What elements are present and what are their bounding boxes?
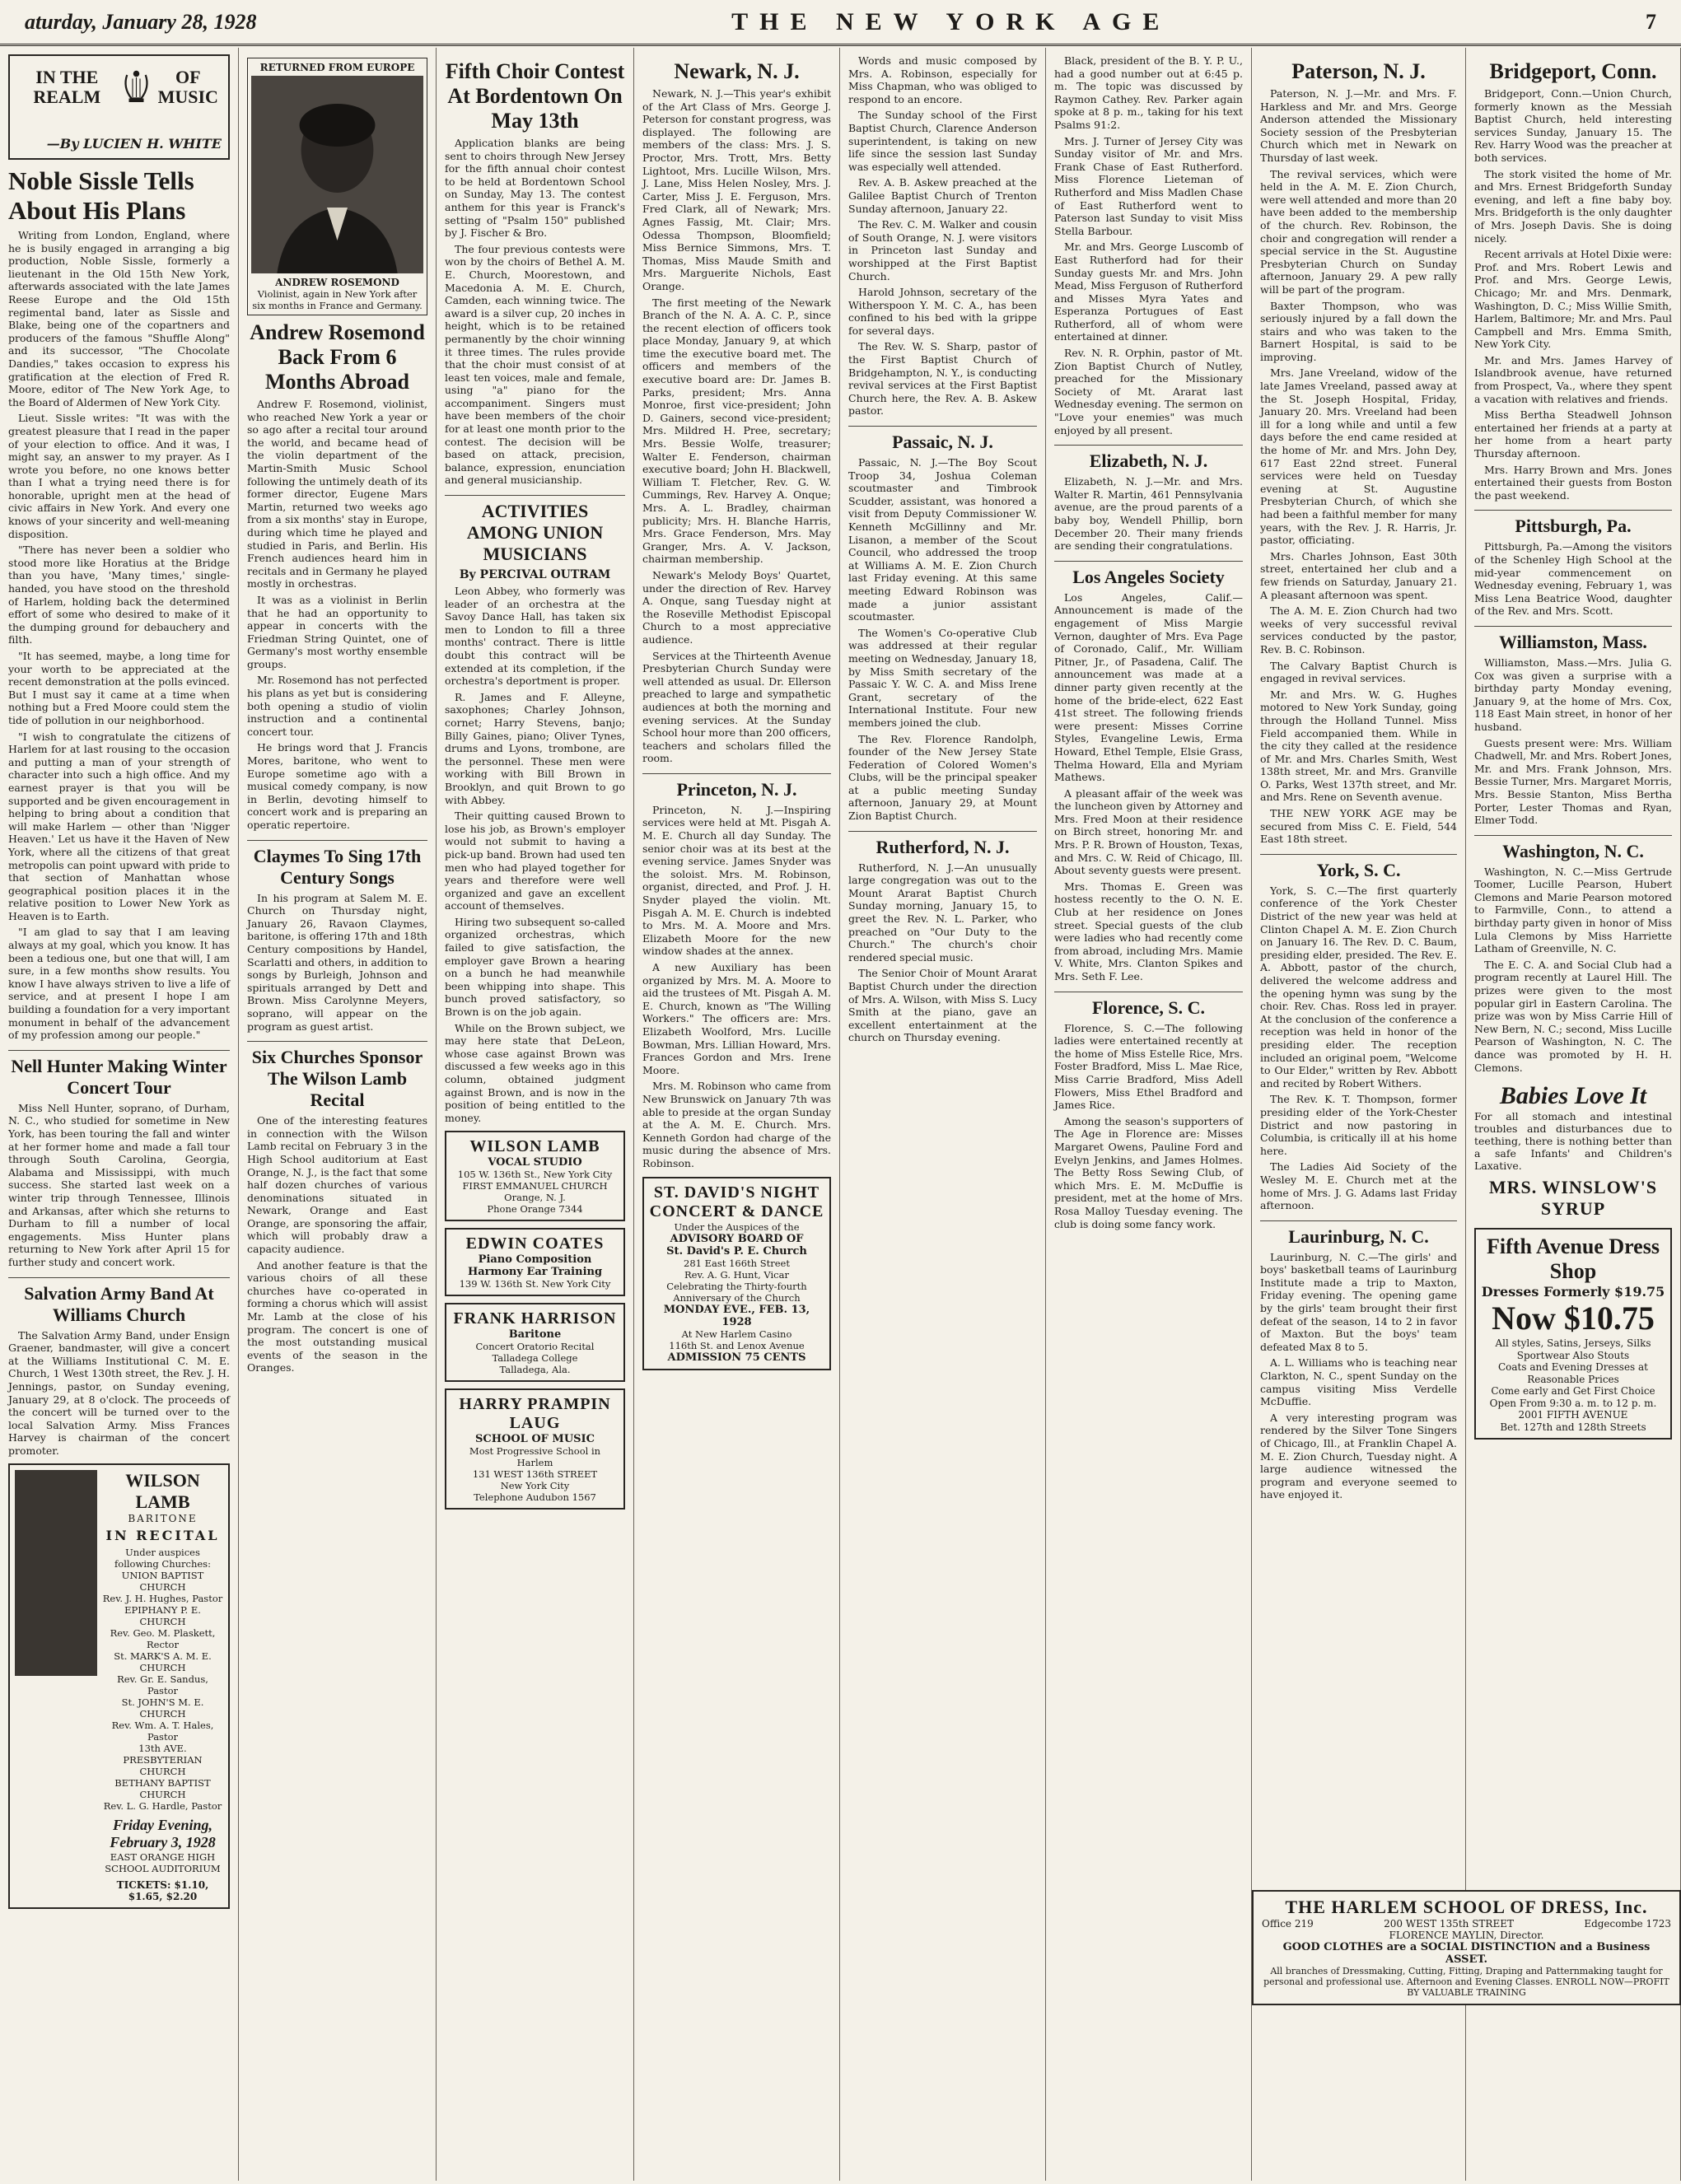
sissle-headline: Noble Sissle Tells About His Plans bbox=[8, 166, 194, 225]
article-paragraph: While on the Brown subject, we may here state that DeLeon, whose case against Brown was discussed a few weeks ago in this column, obtained judgment against Brown, and is now in the position of being entitled to the money. bbox=[445, 1021, 625, 1124]
prampin-ad bbox=[445, 1388, 625, 1510]
article-paragraph: Rutherford, N. J.—An unusually large congregation was out to the Mount Ararat Baptist Church Sunday morning, January 15, to greet the Rev. N. L. Parker, who preached on "Our Duty to the Church." The church's choir rendered special music. bbox=[848, 861, 1037, 964]
article-paragraph: The Senior Choir of Mount Ararat Baptist Church under the direction of Mrs. A. Wilson, with Miss S. Lucy Smith at the piano, gave an excellent entertainment at the church on Thursday evening. bbox=[848, 967, 1037, 1044]
ad-line: ADVISORY BOARD OF bbox=[670, 1232, 804, 1245]
pittsburgh-headline: Pittsburgh, Pa. bbox=[1474, 510, 1672, 537]
column-8 bbox=[1466, 48, 1681, 2181]
ad-line: Coats and Evening Dresses at Reasonable Prices bbox=[1498, 1361, 1648, 1385]
article-paragraph: Lieut. Sissle writes: "It was with the greatest pleasure that I read in the paper of your election to office. And it was, I might say, an answer to my prayer. As I wrote you before, no one knows better than I what a trying need there is for honorable, upright men at the head of civic affairs in New York. And every one knows of your sincerity and well-meaning disposition. bbox=[8, 412, 230, 540]
ad-title: EDWIN COATES bbox=[465, 1234, 605, 1253]
ad-role: BARITONE bbox=[128, 1513, 198, 1525]
ad-line: St. MARK'S A. M. E. CHURCH bbox=[114, 1650, 212, 1674]
bridgeport-headline: Bridgeport, Conn. bbox=[1489, 59, 1657, 83]
wilson-studio-ad bbox=[445, 1131, 625, 1221]
salvation-headline: Salvation Army Band At Williams Church bbox=[8, 1277, 230, 1326]
passaic-headline: Passaic, N. J. bbox=[848, 426, 1037, 453]
article-paragraph: Williamston, Mass.—Mrs. Julia G. Cox was given a surprise with a birthday party Monday evening, January 9, at the home of Mrs. Cox, 118 East Main street, in honor of her husband. bbox=[1474, 656, 1672, 733]
article-paragraph: The Sunday school of the First Baptist Church, Clarence Anderson superintendent, is taking on new life since the session last Sunday was especially well attended. bbox=[848, 109, 1037, 173]
article-paragraph: He brings word that J. Francis Mores, baritone, who went to Europe sometime ago with a musical comedy company, is now in Berlin, devoting himself to concert work and is preparing an operatic repertoire. bbox=[247, 741, 427, 831]
ad-line: 116th St. and Lenox Avenue bbox=[669, 1339, 805, 1351]
article-paragraph: The Rev. C. M. Walker and cousin of South Orange, N. J. were visitors in Princeton last Sunday and worshipped at the First Baptist Church. bbox=[848, 218, 1037, 282]
ad-address: 200 WEST 135th STREET bbox=[1384, 1918, 1514, 1930]
ad-line: Talladega College bbox=[492, 1352, 578, 1365]
article-paragraph: Guests present were: Mrs. William Chadwell, Mr. and Mrs. Robert Jones, Mr. and Mrs. Frank Johnson, Mrs. Bessie Turner, Mrs. Margaret Morris, Mrs. Bessie Stanton, Miss Bertha Porter, Lester Thomas and Ryan, Elmer Todd. bbox=[1474, 736, 1672, 827]
ad-line: BETHANY BAPTIST CHURCH bbox=[114, 1777, 211, 1801]
article-paragraph: A new Auxiliary has been organized by Mrs. M. A. Moore to aid the trustees of Mt. Pisgah A. M. E. Church, known as "The Willing Workers." The officers are: Mrs. Elizabeth Woolford, Mrs. Lucille Bowman, Mrs. Lillian Howard, Mrs. Frances Gordon and Mrs. Irene Moore. bbox=[642, 961, 831, 1076]
article-paragraph: Paterson, N. J.—Mr. and Mrs. F. Harkless and Mr. and Mrs. George Anderson attended the Missionary Society session of the Presbyterian Church which met in Newark on Thursday of last week. bbox=[1260, 87, 1457, 164]
ad-title: Fifth Avenue Dress Shop bbox=[1487, 1234, 1660, 1284]
article-paragraph: Words and music composed by Mrs. A. Robinson, especially for Miss Chapman, who was obliged to respond to an encore. bbox=[848, 54, 1037, 105]
article-paragraph: Their quitting caused Brown to lose his job, as Brown's employer would not submit to having a pick-up band. Brown had used ten men who had played together for years and therefore were well organized and gave an excellent account of themselves. bbox=[445, 810, 625, 912]
ad-line: At New Harlem Casino bbox=[681, 1328, 792, 1340]
ad-line: UNION BAPTIST CHURCH bbox=[121, 1570, 204, 1594]
article-paragraph: Writing from London, England, where he is busily engaged in arranging a big production, Noble Sissle, formerly a lieutenant in the Old 15th New York, afterwards associated with the late James Reese Europe and the Old 15th regimental band, later as Sissle and Blake, being one of the copartners and producers of the famous "Shuffle Along" and its successor, "The Chocolate Dandies," takes occasion to express his gratification at the election of Fred R. Moore, editor of The New York Age, to the Board of Aldermen of New York City. bbox=[8, 229, 230, 408]
article-paragraph: Newark's Melody Boys' Quartet, under the direction of Rev. Harvey A. Onque, sang Tuesday night at the Roseville Methodist Episcopal Church to a most appreciative audience. bbox=[642, 568, 831, 646]
ad-date: Friday Evening, February 3, 1928 bbox=[110, 1817, 216, 1851]
york-headline: York, S. C. bbox=[1260, 854, 1457, 881]
article-paragraph: Mrs. Charles Johnson, East 30th street, entertained her club and a few friends on Saturday, January 21. A pleasant afternoon was spent. bbox=[1260, 549, 1457, 601]
article-paragraph: A pleasant affair of the week was the luncheon given by Attorney and Mrs. Fred Moon at their residence on Birch street, honoring Mr. and Mrs. P. R. Brown of Houston, Texas, and Mrs. C. W. Reid of Chicago, Ill. About seventy guests were present. bbox=[1054, 786, 1243, 877]
masthead bbox=[0, 0, 1681, 46]
ad-line: Open From 9:30 a. m. to 12 p. m. bbox=[1489, 1397, 1657, 1409]
article-paragraph: Mr. and Mrs. W. G. Hughes motored to New York Sunday, going through the Holland Tunnel. Miss Field accompanied them. While in the city they called at the residence of Mr. and Mrs. Charles Smith, West 138th street, Mr. and Mrs. Granville O. Parks, West 137th street, and Mr. and Mrs. Rene on Seventh avenue. bbox=[1260, 688, 1457, 804]
los-angeles-headline: Los Angeles Society bbox=[1054, 561, 1243, 588]
article-paragraph: Leon Abbey, who formerly was leader of an orchestra at the Savoy Dance Hall, has taken six men to London to fill a three months' contract. There is little doubt this contract will be extended at its completion, if the orchestra's deportment is proper. bbox=[445, 585, 625, 688]
ad-line: Rev. A. G. Hunt, Vicar bbox=[684, 1268, 789, 1281]
ad-line: Telephone Audubon 1567 bbox=[474, 1491, 596, 1504]
photo-top-caption: RETURNED FROM EUROPE bbox=[259, 62, 415, 73]
article-paragraph: The stork visited the home of Mr. and Mrs. Ernest Bridgeforth Sunday evening, and left a fine baby boy. Mrs. Bridgeforth is the only daughter of Mrs. Joseph Davis. She is doing nicely. bbox=[1474, 167, 1672, 245]
ad-line: 281 East 166th Street bbox=[684, 1257, 790, 1269]
williamston-headline: Williamston, Mass. bbox=[1474, 626, 1672, 653]
ad-line: Orange, N. J. bbox=[504, 1192, 566, 1204]
dress-shop-ad bbox=[1474, 1228, 1672, 1440]
ad-line: 131 WEST 136th STREET bbox=[472, 1468, 598, 1481]
claymes-headline: Claymes To Sing 17th Century Songs bbox=[247, 840, 427, 889]
ad-line: Phone Orange 7344 bbox=[487, 1203, 583, 1216]
article-paragraph: The Salvation Army Band, under Ensign Graener, bandmaster, will give a concert at the Williams Institutional C. M. E. Church, 1 West 130th street, the Rev. J. H. Jennings, pastor, on Sunday evening, January 29, at 8 o'clock. The proceeds of the concert will be turned over to the local Salvation Army. Miss Frances Harvey is chairman of the concert promoter. bbox=[8, 1328, 230, 1457]
article-paragraph: Mr. Rosemond has not perfected his plans as yet but is considering both opening a studio of violin instruction and a continental concert tour. bbox=[247, 674, 427, 738]
article-paragraph: Black, president of the B. Y. P. U., had a good number out at 6:45 p. m. The topic was discussed by Raymon Cathey. Rev. Parker again spoke at 8 p. m., taking for his text Psalms 91:2. bbox=[1054, 54, 1243, 131]
article-paragraph: "I wish to congratulate the citizens of Harlem for at last rousing to the occasion and putting a man of your strength of character into such a high office. And my earnest prayer is that you will be supported and be given encouragement in helping to bring about a condition that will make Harlem — other than 'Nigger Heaven.' Let us have it the Haven of New York, where all the citizens of that great metropolis can point upward with pride to that section of Manhattan whose geographical position places it in the relative position to Lower New York as Heaven is to Earth. bbox=[8, 730, 230, 922]
rosemond-portrait bbox=[251, 76, 423, 273]
article-paragraph: The Rev. Florence Randolph, founder of the New Jersey State Federation of Colored Women's Clubs, will be the principal speaker at a public meeting Sunday afternoon, January 29, at Mount Zion Baptist Church. bbox=[848, 732, 1037, 823]
article-paragraph: Among the season's supporters of The Age in Florence are: Misses Margaret Owens, Pauline Ford and Evelyn Jenkins, and James Holmes. The Betty Ross Sewing Club, of which Mrs. E. M. McDuffie is president, met at the home of Mrs. Rosa Malloy Tuesday evening. The club is doing some fancy work. bbox=[1054, 1114, 1243, 1230]
article-paragraph: The four previous contests were won by the choirs of Bethel A. M. E. Church, Moorestown, and Macedonia A. M. E. Church, Camden, each winning twice. The award is a silver cup, 20 inches in height, which is to be retained permanently by the choir winning it three times. The rules provide that the choir must consist of at least ten voices, male and female, using "a" piano for the accompaniment. Singers must have been members of the choir for at least one month prior to the contest. The decision will be based on attack, precision, balance, expression, enunciation and general musicianship. bbox=[445, 242, 625, 487]
page-number: 7 bbox=[1645, 9, 1656, 34]
union-byline: By PERCIVAL OUTRAM bbox=[459, 568, 611, 582]
babies-love-it-ad bbox=[1474, 1082, 1672, 1220]
rutherford-headline: Rutherford, N. J. bbox=[848, 831, 1037, 858]
ad-now-price: Now $10.75 bbox=[1492, 1300, 1655, 1337]
article-paragraph: The Calvary Baptist Church is engaged in revival services. bbox=[1260, 659, 1457, 685]
rosemond-headline: Andrew Rosemond Back From 6 Months Abroad bbox=[250, 320, 425, 394]
ad-venue: EAST ORANGE HIGH SCHOOL AUDITORIUM bbox=[105, 1851, 221, 1875]
ad-title: HARRY PRAMPIN LAUG bbox=[459, 1395, 611, 1433]
article-paragraph: Passaic, N. J.—The Boy Scout Troop 34, Joshua Coleman scoutmaster and Timbrook Scudder, assistant, was honored a visit from Deputy Commissioner W. Kenneth McGillinny and Mr. Lisanon, a member of the Scout Council, who addressed the troop at Williams A. M. E. Zion Church last Friday evening. At this same meeting Edward Robinson was made a junior assistant scoutmaster. bbox=[848, 456, 1037, 623]
ad-office: Office 219 bbox=[1262, 1918, 1314, 1930]
ad-subtitle: Baritone bbox=[508, 1328, 562, 1342]
ad-line: Rev. Wm. A. T. Hales, Pastor bbox=[111, 1720, 214, 1743]
ad-line: FIRST EMMANUEL CHURCH bbox=[462, 1180, 608, 1192]
article-paragraph: The Rev. W. S. Sharp, pastor of the First Baptist Church of Bridgehampton, N. Y., is conducting revival services at the First Baptist Church here, the Rev. A. B. Askew pastor. bbox=[848, 340, 1037, 418]
ad-details: All branches of Dressmaking, Cutting, Fitting, Draping and Patternmaking taught for personal and professional use. Afternoon and Evening Classes. ENROLL NOW—PROFIT BY VALUABLE TRAINING bbox=[1263, 1966, 1669, 1998]
article-paragraph: The revival services, which were held in the A. M. E. Zion Church, were well attended and more than 20 have been added to the membership of the church. Rev. Robinson, the choir and congregation will render a special service in the St. Augustine Presbyterian Church on Sunday afternoon, January 29. A pew rally will be part of the program. bbox=[1260, 167, 1457, 296]
ad-title: FRANK HARRISON bbox=[453, 1309, 617, 1328]
ad-headline: Babies Love It bbox=[1499, 1082, 1647, 1110]
ad-line: EPIPHANY P. E. CHURCH bbox=[124, 1604, 201, 1628]
article-paragraph: A. L. Williams who is teaching near Clarkton, N. C., spent Sunday on the campus visiting Miss Verdelle McDuffie. bbox=[1260, 1356, 1457, 1408]
realm-of-music-header bbox=[8, 54, 230, 160]
ad-title: ST. DAVID'S NIGHT CONCERT & DANCE bbox=[649, 1183, 824, 1220]
ad-line: Rev. Geo. M. Plaskett, Rector bbox=[110, 1627, 216, 1651]
ad-line: 2001 FIFTH AVENUE bbox=[1518, 1409, 1628, 1421]
photo-caption: Violinist, again in New York after six months in France and Germany. bbox=[252, 288, 423, 311]
ad-line: All styles, Satins, Jerseys, Silks bbox=[1495, 1337, 1651, 1350]
realm-right-label: OF MUSIC bbox=[157, 67, 218, 107]
article-paragraph: Application blanks are being sent to choirs through New Jersey for the fifth annual choir contest to be held at Bordentown School on Sunday, May 13. The contest anthem for this year is Franck's setting of "Psalm 150" published by J. Fischer & Bro. bbox=[445, 137, 625, 240]
photo-name: ANDREW ROSEMOND bbox=[275, 277, 399, 288]
article-paragraph: The Rev. K. T. Thompson, former presiding elder of the York-Chester District and now pastoring in Columbia, is critically ill at his home here. bbox=[1260, 1093, 1457, 1157]
ad-subtitle: SCHOOL OF MUSIC bbox=[475, 1433, 595, 1446]
st-davids-ad bbox=[642, 1177, 831, 1370]
wilson-recital-headline: Six Churches Sponsor The Wilson Lamb Recital bbox=[247, 1041, 427, 1111]
column-2 bbox=[239, 48, 437, 2181]
coates-ad bbox=[445, 1228, 625, 1296]
article-paragraph: Recent arrivals at Hotel Dixie were: Prof. and Mrs. Robert Lewis and Prof. and Mrs. George Lewis, Chicago; Mr. and Mrs. Denmark, Washington, D. C.; Miss Willie Smith, Harlem, Baltimore; Mr. and Mrs. Paul Campbell and Mrs. Emma Smith, New York City. bbox=[1474, 248, 1672, 351]
article-paragraph: Newark, N. J.—This year's exhibit of the Art Class of Mrs. George J. Peterson for constant progress, was displayed. The following are members of the class: Mrs. J. S. Proctor, Mrs. Trott, Mrs. Betty Lightoot, Mrs. Lucille Wilson, Mrs. J. Lane, Miss Helen Nosley, Mrs. J. Carter, Miss J. E. Ferguson, Mrs. Fred Clark, all of Newark; Mrs. Agnes Fassig, Mt. Clair; Mrs. Odessa Thompson, Bloomfield; Miss Bernice Simmons, Mrs. T. Thomas, Miss Maude Smith and Mrs. Marguerite Nichols, East Orange. bbox=[642, 87, 831, 292]
column-byline: —By LUCIEN H. WHITE bbox=[46, 136, 222, 152]
ad-line: St. JOHN'S M. E. CHURCH bbox=[121, 1696, 204, 1720]
column-7 bbox=[1252, 48, 1466, 2181]
ad-line: 105 W. 136th St., New York City bbox=[457, 1169, 613, 1181]
article-paragraph: Mr. and Mrs. James Harvey of Islandbrook avenue, have returned from Prospect, Va., where they spent a vacation with relatives and friends. bbox=[1474, 353, 1672, 405]
ad-line: Rev. J. H. Hughes, Pastor bbox=[102, 1593, 223, 1605]
article-paragraph: A very interesting program was rendered by the Silver Tone Singers of Chicago, Ill., at Franklin Chapel A. M. E. Zion Church, Tuesday night. A large audience witnessed the program and everyone seemed to have enjoyed it. bbox=[1260, 1411, 1457, 1501]
article-paragraph: "I am glad to say that I am leaving always at my goal, which you know. It has been a tedious one, but one that will, I am sure, in a few months show results. You know I have always striven to live a life of service, and at present I hope I am building a foundation for a very important monument in behalf of the advancement of my profession among our people." bbox=[8, 926, 230, 1042]
article-paragraph: In his program at Salem M. E. Church on Thursday night, January 26, Ravaon Claymes, baritone, is offering 17th and 18th Century compositions by Handel, Scarlatti and others, in addition to songs by Burleigh, Johnson and spirituals arranged by Dett and Brown. Miss Carolynne Meyers, soprano, will appear on the program as guest artist. bbox=[247, 891, 427, 1033]
paper-title: THE NEW YORK AGE bbox=[731, 7, 1171, 35]
ad-recital: IN RECITAL bbox=[105, 1528, 220, 1544]
article-paragraph: "It has seemed, maybe, a long time for your worth to be appreciated at the recent demonstration at the polls evinced. But I must say it came at a time when nothing but a Fred Moore could stem the tide of pollution in our neighborhood. bbox=[8, 650, 230, 726]
ad-subtitle: Piano Composition Harmony Ear Training bbox=[467, 1253, 603, 1279]
article-paragraph: Mrs. Harry Brown and Mrs. Jones entertained their guests from Boston the past weekend. bbox=[1474, 463, 1672, 502]
paterson-headline: Paterson, N. J. bbox=[1291, 59, 1426, 83]
laurinburg-headline: Laurinburg, N. C. bbox=[1260, 1220, 1457, 1248]
florence-headline: Florence, S. C. bbox=[1054, 992, 1243, 1019]
choir-headline: Fifth Choir Contest At Bordentown On May 13th bbox=[445, 59, 625, 133]
article-paragraph: Rev. A. B. Askew preached at the Galilee Baptist Church of Trenton Sunday afternoon, January 22. bbox=[848, 176, 1037, 215]
article-paragraph: Elizabeth, N. J.—Mr. and Mrs. Walter R. Martin, 461 Pennsylvania avenue, are the proud parents of a baby boy, Wendell Phillip, born December 20. Their many friends are sending their congratulations. bbox=[1054, 475, 1243, 553]
article-paragraph: Rev. N. R. Orphin, pastor of Mt. Zion Baptist Church of Nutley, preached for the Missionary Society of Mt. Ararat last Wednesday evening. The sermon on "Love your enemies" was much enjoyed by all present. bbox=[1054, 347, 1243, 436]
ad-line: Under the Auspices of the bbox=[674, 1220, 800, 1233]
ad-tickets: TICKETS: $1.10, $1.65, $2.20 bbox=[116, 1879, 209, 1903]
ad-line: ADMISSION 75 CENTS bbox=[667, 1351, 806, 1364]
article-paragraph: Harold Johnson, secretary of the Witherspoon Y. M. C. A., has been confined to his bed with la grippe for several days. bbox=[848, 286, 1037, 337]
column-6 bbox=[1046, 48, 1252, 2181]
washington-headline: Washington, N. C. bbox=[1474, 835, 1672, 862]
column-3 bbox=[437, 48, 634, 2181]
princeton-headline: Princeton, N. J. bbox=[642, 773, 831, 800]
article-paragraph: The Ladies Aid Society of the Wesley M. E. Church met at the home of Mrs. J. G. Adams last Friday afternoon. bbox=[1260, 1160, 1457, 1212]
harrison-ad bbox=[445, 1303, 625, 1382]
union-headline: ACTIVITIES AMONG UNION MUSICIANS bbox=[445, 495, 625, 565]
article-paragraph: Mrs. M. Robinson who came from New Brunswick on January 7th was able to preside at the organ Sunday at the A. M. E. Church. Mrs. Kenneth Gordon had charge of the music during the absence of Mrs. Robinson. bbox=[642, 1080, 831, 1169]
article-paragraph: Hiring two subsequent so-called organized orchestras, which failed to give satisfaction, the employer gave Brown a hearing on a bunch he had meanwhile been whipping into shape. This bunch proved satisfactory, so Brown is on the job again. bbox=[445, 915, 625, 1019]
ad-line: Come early and Get First Choice bbox=[1491, 1385, 1655, 1398]
article-paragraph: Florence, S. C.—The following ladies were entertained recently at the home of Miss Estelle Rice, Mrs. Foster Bradford, Miss L. Mae Rice, Miss Carrie Bradford, Miss Adell Flowers, Miss Ethel Bradford and James Rice. bbox=[1054, 1021, 1243, 1112]
ad-formerly: Dresses Formerly $19.75 bbox=[1481, 1284, 1665, 1300]
hunter-headline: Nell Hunter Making Winter Concert Tour bbox=[8, 1050, 230, 1099]
article-paragraph: Mr. and Mrs. George Luscomb of East Rutherford had for their Sunday guests Mr. and Mrs. John Mead, Miss Ferguson of Rutherford and Misses Myra Yates and Esperanza Portugues of East Rutherford, all of whom were entertained at dinner. bbox=[1054, 240, 1243, 343]
article-paragraph: R. James and F. Alleyne, saxophones; Charley Johnson, cornet; Harry Stevens, banjo; Billy Gaines, piano; Oliver Tynes, drums and Lyons, trombone, are the personnel. These men were working with Bill Brown in Brooklyn, and quit Brown to go with Abbey. bbox=[445, 690, 625, 806]
article-paragraph: Los Angeles, Calif.—Announcement is made of the engagement of Miss Margie Vernon, daughter of Mrs. Eva Page of Coronado, Calif., Mr. William Pitner, Jr., of Pasadena, Calif. The announcement was made at a dinner party given recently at the home of the bride-elect, 622 East 41st street. The following friends were present: Misses Corrine Styles, Evangeline Lewis, Erma Howard, Ethel Temple, Elsie Grass, Thelma Howard, Ella and Myriam Mathews. bbox=[1054, 590, 1243, 784]
wilson-lamb-photo bbox=[15, 1470, 97, 1676]
ad-line: Under auspices following Churches: bbox=[114, 1547, 211, 1570]
lyre-icon bbox=[118, 63, 155, 112]
ad-subtitle: VOCAL STUDIO bbox=[488, 1156, 582, 1169]
ad-name: WILSON LAMB bbox=[125, 1470, 200, 1513]
article-paragraph: Princeton, N. J.—Inspiring services were held at Mt. Pisgah A. M. E. Church all day Sunday. The senior choir was at its best at the evening service. James Snyder was the soloist. Mrs. M. Robinson, organist, directed, and Prof. J. H. Snyder played the violin. Mt. Pisgah A. M. E. Church is indebted to Mrs. M. A. Moore and Mrs. Elizabeth Moore for the new window shades at the annex. bbox=[642, 803, 831, 958]
ad-line: 139 W. 136th St. New York City bbox=[459, 1278, 611, 1290]
article-paragraph: One of the interesting features in connection with the Wilson Lamb recital on February 3 in the High School auditorium at East Orange, N. J., is the fact that some half dozen churches of various denominations situated in Newark, Orange and East Orange, are sponsoring the affair, which will probably draw a capacity audience. bbox=[247, 1114, 427, 1256]
article-paragraph: Laurinburg, N. C.—The girls' and boys' basketball teams of Laurinburg Institute made a trip to Maxton, Friday evening. The opening game by the girls' team brought their first defeat of the season, 14 to 2 in favor of Maxton. But the boys' team defeated Max 8 to 5. bbox=[1260, 1250, 1457, 1353]
article-paragraph: Andrew F. Rosemond, violinist, who reached New York a year or so ago after a recital tour around the world, and became head of the violin department of the Martin-Smith Music School following the untimely death of its former director, Eugene Mars Martin, returned two weeks ago from a six months' stay in Europe, during which time he played and studied in Paris, and Berlin. His French audiences heard him in recitals and in Germany he played mostly in orchestras. bbox=[247, 398, 427, 590]
article-paragraph: And another feature is that the various choirs of all these churches have co-operated in forming a chorus which will assist Mr. Lamb at the close of his program. The concert is one of the most outstanding musical events of the season in the Oranges. bbox=[247, 1258, 427, 1374]
ad-line: 13th AVE. PRESBYTERIAN CHURCH bbox=[123, 1743, 203, 1778]
ad-line: New York City bbox=[500, 1480, 570, 1492]
article-paragraph: York, S. C.—The first quarterly conference of the York Chester District of the new year was held at Clinton Chapel A. M. E. Zion Church on January 16. The Rev. D. C. Baum, presiding elder, presided. The Rev. E. A. Abbott, pastor of the church, delivered the welcome address and the opening hymn was sung by the choir. Rev. Chas. Ross led in prayer. At the conclusion of the conference a reception was held in honor of the presiding elder. The reception included an original poem, "Welcome to Our Elder," written by Rev. Abbott and recited by Robert Withers. bbox=[1260, 884, 1457, 1090]
elizabeth-headline: Elizabeth, N. J. bbox=[1054, 445, 1243, 472]
article-paragraph: Services at the Thirteenth Avenue Presbyterian Church Sunday were well attended as usual. Dr. Ellerson preached to large and sympathetic audiences at both the morning and evening services. At the Sunday School hour more than 200 officers, teachers and scholars filled the room. bbox=[642, 649, 831, 765]
article-paragraph: Bridgeport, Conn.—Union Church, formerly known as the Messiah Baptist Church, held interesting services Sunday, January 15. The Rev. Harry Wood was the preacher at both services. bbox=[1474, 87, 1672, 164]
article-paragraph: The A. M. E. Zion Church had two weeks of very successful revival services conducted by the pastor, Rev. B. C. Robinson. bbox=[1260, 604, 1457, 656]
ad-brand: MRS. WINSLOW'S SYRUP bbox=[1488, 1177, 1658, 1220]
ad-slogan: GOOD CLOTHES are a SOCIAL DISTINCTION and a Business ASSET. bbox=[1282, 1941, 1651, 1966]
article-paragraph: Miss Nell Hunter, soprano, of Durham, N. C., who studied for sometime in New York, has been touring the fall and winter at her former home and made a fall tour through South Carolina, Georgia, Alabama and Mississippi, with much success. She started last week on a winter trip through Tennessee, Illinois and Arkansas, after which she returns to Durham to fill a number of local engagements. Miss Hunter plans returning to New York after April 15 for further study and concert work. bbox=[8, 1101, 230, 1268]
ad-line: MONDAY EVE., FEB. 13, 1928 bbox=[663, 1303, 810, 1328]
ad-line: Rev. Gr. E. Sandus, Pastor bbox=[117, 1673, 208, 1697]
rosemond-photo-box bbox=[247, 58, 427, 315]
ad-line: Sportwear Also Stouts bbox=[1516, 1349, 1630, 1361]
ad-line: St. David's P. E. Church bbox=[666, 1244, 807, 1258]
issue-date: aturday, January 28, 1928 bbox=[25, 9, 257, 34]
article-paragraph: Pittsburgh, Pa.—Among the visitors of the Schenley High School at the mid-year commencement on Wednesday evening, February 1, was Miss Lena Beatrice Wood, daughter of the Rev. and Mrs. Scott. bbox=[1474, 540, 1672, 618]
article-paragraph: Miss Bertha Steadwell Johnson entertained her friends at a party at her home from a heart party Thursday afternoon. bbox=[1474, 408, 1672, 460]
article-paragraph: "There has never been a soldier who stood more like Horatius at the Bridge than you have, 'Many times,' single-handed, you have stood on the threshold of Harlem, holding back the determined effort of some who desired to make of it the dumping ground for debauchery and filth. bbox=[8, 544, 230, 646]
ad-line: Concert Oratorio Recital bbox=[475, 1341, 595, 1353]
wilson-lamb-recital-ad bbox=[8, 1463, 230, 1909]
article-paragraph: The E. C. A. and Social Club had a program recently at Laurel Hill. The prizes were given to the most popular girl in Eastern Carolina. The prize was won by Miss Carrie Hill of New Bern, N. C.; second, Miss Lucille Pearson of Washington, N. C. The dance was promoted by H. H. Clemons. bbox=[1474, 958, 1672, 1074]
column-4 bbox=[634, 48, 840, 2181]
ad-title: WILSON LAMB bbox=[469, 1137, 600, 1156]
harlem-school-ad bbox=[1252, 1890, 1681, 2005]
article-paragraph: Baxter Thompson, who was seriously injured by a fall down the stairs and who was taken to the Barnert Hospital, is said to be improving. bbox=[1260, 299, 1457, 363]
article-paragraph: Mrs. Thomas E. Green was hostess recently to the O. N. E. Club at her residence on Jones street. Special guests of the club were ladies who had recently come from abroad, including Mrs. Mamie V. White, Mrs. Clanton Spikes and Mrs. Seth F. Lee. bbox=[1054, 880, 1243, 982]
ad-body: For all stomach and intestinal troubles and disturbances due to teething, there is nothing better than a safe Infants' and Children's Laxative. bbox=[1474, 1110, 1672, 1173]
ad-phone: Edgecombe 1723 bbox=[1584, 1918, 1671, 1930]
ad-director: FLORENCE MAYLIN, Director. bbox=[1389, 1930, 1544, 1941]
article-paragraph: Washington, N. C.—Miss Gertrude Toomer, Lucille Pearson, Hubert Clemons and Marie Pearson motored to Farmville, Conn., to attend a birthday party given in honor of Miss Lula Clemons by Miss Harriette Latham of Greenville, N. C. bbox=[1474, 865, 1672, 955]
ad-line: Talladega, Ala. bbox=[499, 1364, 571, 1376]
article-paragraph: The first meeting of the Newark Branch of the N. A. A. C. P., since the recent election of officers took place Monday, January 9, at which time the executive board met. The officers and members of the executive board are: Dr. James B. Parks, president; Mrs. Anna Monroe, first vice-president; John D. Gainers, second vice-president; Mrs. Mildred H. Pree, secretary; Mrs. Bessie Wolfe, treasurer; Walter E. Fenderson, chairman executive board; John H. Blackwell, William T. Fletcher, Rev. G. W. Cummings, Rev. Harvey A. Onque; Mrs. A. L. Bradley, chairman publicity; Mrs. H. Blanche Harris, Mrs. Grace Fenderson, Mrs. May Granger, Mrs. A. V. Jackson, chairman membership. bbox=[642, 296, 831, 566]
newark-headline: Newark, N. J. bbox=[674, 59, 800, 83]
ad-line: Rev. L. G. Hardle, Pastor bbox=[103, 1800, 222, 1813]
column-5 bbox=[840, 48, 1046, 2181]
article-paragraph: THE NEW YORK AGE may be secured from Miss C. E. Field, 544 East 18th street. bbox=[1260, 807, 1457, 846]
realm-left-label: IN THE REALM bbox=[33, 67, 101, 107]
article-paragraph: It was as a violinist in Berlin that he had an opportunity to appear in concerts with the Friedman String Quintet, one of Germany's most worthy ensemble groups. bbox=[247, 593, 427, 670]
ad-line: Most Progressive School in Harlem bbox=[469, 1445, 601, 1469]
ad-line: Bet. 127th and 128th Streets bbox=[1500, 1421, 1646, 1433]
article-paragraph: Mrs. Jane Vreeland, widow of the late James Vreeland, passed away at the St. Joseph Hospital, Friday, January 20. Mrs. Vreeland had been ill for a long while and until a few days before the end came resided at the home of Mr. and Mrs. John Dey, 617 East 22nd street. Funeral services were held on Tuesday evening at St. Augustine Presbyterian Church, of which she had been a faithful member for many years, with the Rev. J. R. Harris, Jr. pastor, officiating. bbox=[1260, 366, 1457, 547]
article-paragraph: Mrs. J. Turner of Jersey City was Sunday visitor of Mr. and Mrs. Frank Chase of East Rutherford. Miss Florence Lieteman of Rutherford and Miss Madlen Chase of East Rutherford went to Paterson last Sunday to visit Miss Stella Barbour. bbox=[1054, 134, 1243, 237]
ad-title: THE HARLEM SCHOOL OF DRESS, Inc. bbox=[1285, 1897, 1648, 1917]
article-paragraph: The Women's Co-operative Club was addressed at their regular meeting on Wednesday, January 18, by Miss Smith secretary of the Passaic Y. W. C. A. and Miss Irene Grant, secretary of the International Institute. Four new members joined the club. bbox=[848, 626, 1037, 729]
ad-line: Celebrating the Thirty-fourth Anniversary of the Church bbox=[666, 1280, 807, 1304]
column-1 bbox=[0, 48, 239, 2181]
